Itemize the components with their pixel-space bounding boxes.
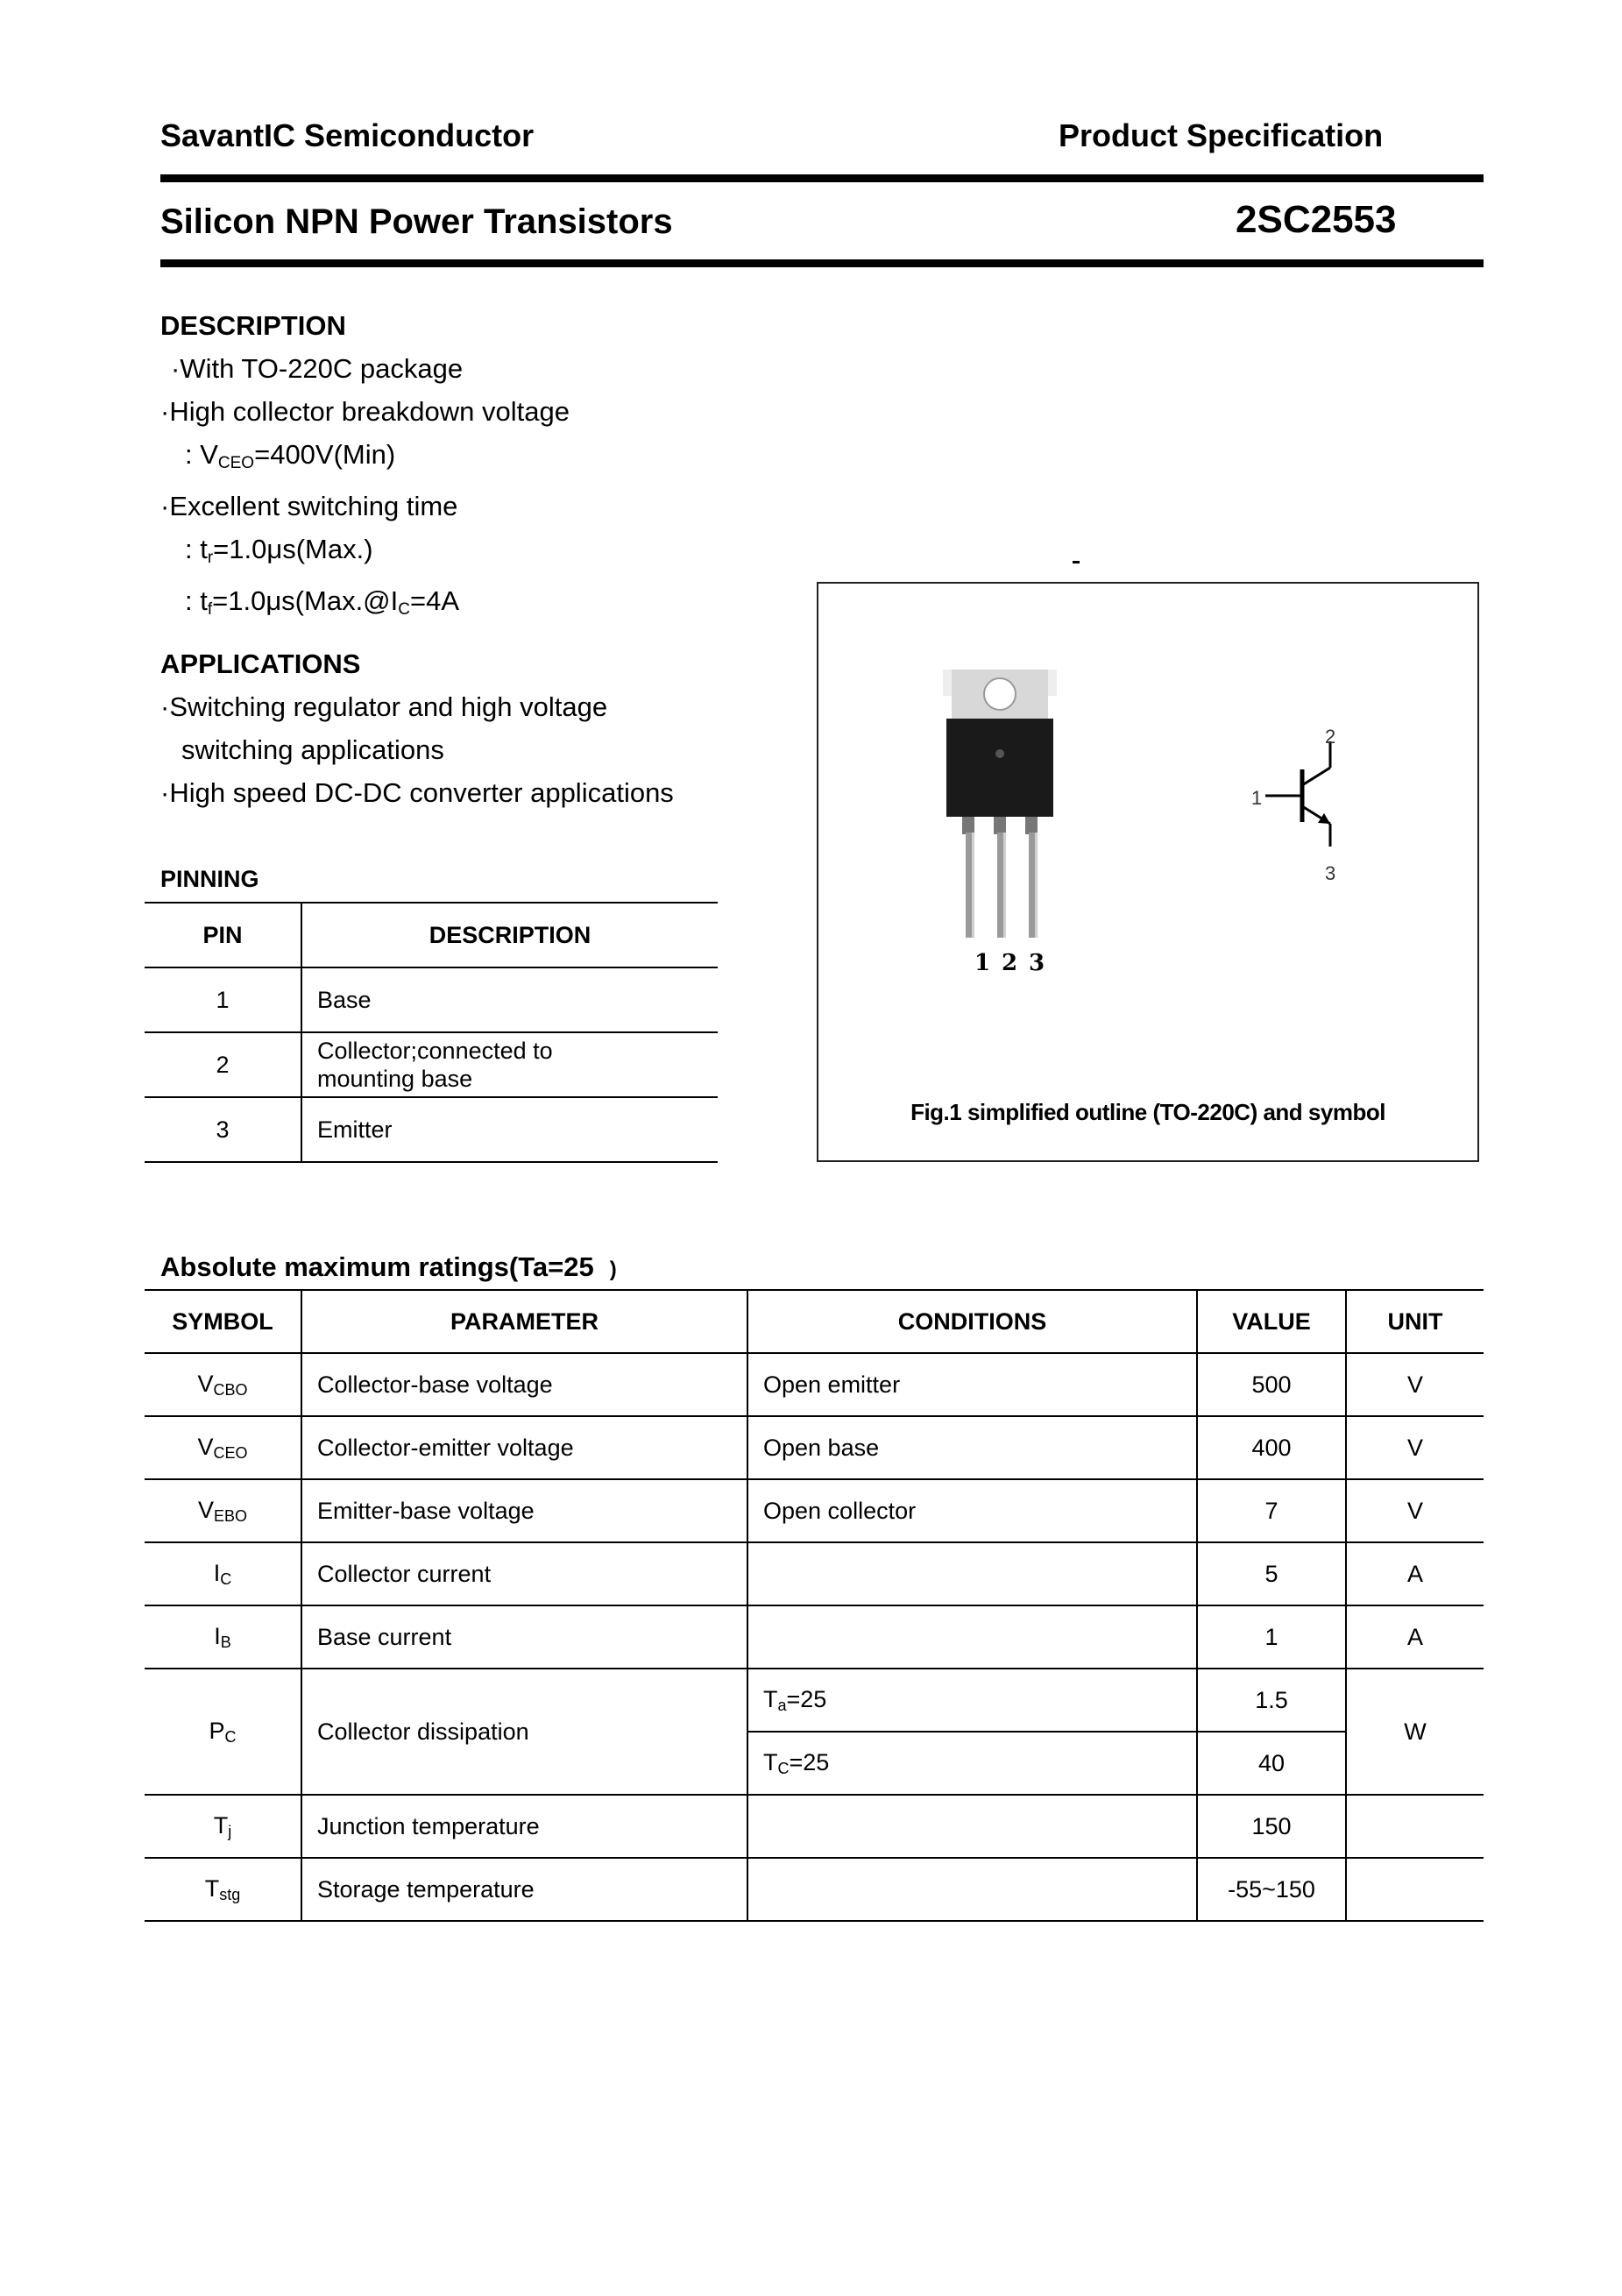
rating-condition [747,1795,1197,1858]
rating-symbol: $I_C$ [145,1542,301,1605]
package-pin-label: 1 [974,950,991,976]
rating-condition [747,1605,1197,1669]
ratings-title: Absolute maximum ratings(Ta=25 ) [160,1251,617,1282]
rating-value: -55~150 [1197,1858,1346,1921]
ratings-table [145,1289,1484,1922]
rating-unit: V [1346,1353,1484,1416]
rating-value: 500 [1197,1353,1346,1416]
description-section [160,310,570,631]
rating-condition: $T_a=25$ [747,1669,1197,1732]
unit-header: UNIT [1346,1290,1484,1353]
npn-transistor-symbol-icon [1257,724,1362,864]
header-rule-bottom [160,259,1484,267]
header-rule-top [160,174,1484,182]
table-header-row [145,903,718,967]
rating-symbol: $T_j$ [145,1795,301,1858]
pin-description: Base [301,967,718,1032]
figure-box [817,582,1479,1162]
table-row [145,1605,1484,1669]
applications-section [160,648,674,814]
pin-description: Emitter [301,1097,718,1162]
rating-value: 1 [1197,1605,1346,1669]
symbol-pin-label: 3 [1325,862,1336,884]
symbol-pin-label: 2 [1325,726,1336,748]
rating-parameter: Emitter-base voltage [301,1479,747,1542]
document-type: Product Specification [1059,117,1384,153]
description-line: : $V_{CEO}=400V(Min)$ [185,439,396,472]
rating-symbol: $P_C$ [145,1669,301,1795]
rating-value: 5 [1197,1542,1346,1605]
product-line: Silicon NPN Power Transistors [160,202,673,241]
rating-symbol: $T_{stg}$ [145,1858,301,1921]
rating-parameter: Collector dissipation [301,1669,747,1795]
table-row [145,1097,718,1162]
application-line: ·High speed DC-DC converter applications [160,777,674,808]
rating-value: 400 [1197,1416,1346,1479]
to220-package-icon [943,670,1057,941]
rating-parameter: Collector-base voltage [301,1353,747,1416]
description-line: : $t_f=1.0\mu s(Max.@I_C=4A$ [185,585,460,619]
table-row [145,1858,1484,1921]
pin-header: PIN [145,903,301,967]
table-row [145,1669,1484,1732]
symbol-pin-label: 1 [1251,787,1263,809]
rating-condition: $T_C=25$ [747,1732,1197,1795]
rating-condition [747,1542,1197,1605]
rating-unit: W [1346,1669,1484,1795]
description-line: ·Excellent switching time [160,491,458,521]
package-pin-label: 3 [1029,950,1045,976]
rating-unit: V [1346,1479,1484,1542]
rating-symbol: $I_B$ [145,1605,301,1669]
rating-parameter: Collector-emitter voltage [301,1416,747,1479]
description-header: DESCRIPTION [301,903,718,967]
parameter-header: PARAMETER [301,1290,747,1353]
description-line: ·With TO-220C package [171,353,464,384]
rating-parameter: Storage temperature [301,1858,747,1921]
rating-unit: A [1346,1542,1484,1605]
company-name: SavantIC Semiconductor [160,117,535,153]
pin-description: Collector;connected to mounting base [301,1032,718,1097]
conditions-header: CONDITIONS [747,1290,1197,1353]
pin-number: 2 [145,1032,301,1097]
rating-value: 7 [1197,1479,1346,1542]
pin-number: 3 [145,1097,301,1162]
rating-value: 40 [1197,1732,1346,1795]
package-pin-label: 2 [1002,950,1018,976]
rating-unit [1346,1795,1484,1858]
rating-value: 1.5 [1197,1669,1346,1732]
rating-condition: Open emitter [747,1353,1197,1416]
rating-unit: A [1346,1605,1484,1669]
pinning-title: PINNING [160,866,259,892]
applications-title: APPLICATIONS [160,648,361,679]
part-number: 2SC2553 [1236,198,1397,241]
rating-symbol: $V_{EBO}$ [145,1479,301,1542]
rating-value: 150 [1197,1795,1346,1858]
rating-condition: Open collector [747,1479,1197,1542]
pin-number: 1 [145,967,301,1032]
table-row [145,1032,718,1097]
pinning-table [145,902,718,1163]
description-title: DESCRIPTION [160,310,346,341]
figure-caption: Fig.1 simplified outline (TO-220C) and symbol [910,1099,1385,1125]
table-row [145,1479,1484,1542]
application-line: ·Switching regulator and high voltage [160,691,608,722]
rating-parameter: Junction temperature [301,1795,747,1858]
table-row [145,1795,1484,1858]
rating-condition [747,1858,1197,1921]
application-line: switching applications [181,734,444,765]
table-row [145,1353,1484,1416]
table-row [145,1542,1484,1605]
rating-symbol: $V_{CBO}$ [145,1353,301,1416]
rating-parameter: Base current [301,1605,747,1669]
rating-condition: Open base [747,1416,1197,1479]
symbol-header: SYMBOL [145,1290,301,1353]
description-line: ·High collector breakdown voltage [160,396,570,427]
rating-unit [1346,1858,1484,1921]
rating-unit: V [1346,1416,1484,1479]
value-header: VALUE [1197,1290,1346,1353]
figure-tick-mark [1073,561,1080,563]
table-row [145,1416,1484,1479]
table-row [145,967,718,1032]
rating-parameter: Collector current [301,1542,747,1605]
table-header-row [145,1290,1484,1353]
description-line: : $t_r=1.0\mu s(Max.)$ [185,534,373,567]
rating-symbol: $V_{CEO}$ [145,1416,301,1479]
